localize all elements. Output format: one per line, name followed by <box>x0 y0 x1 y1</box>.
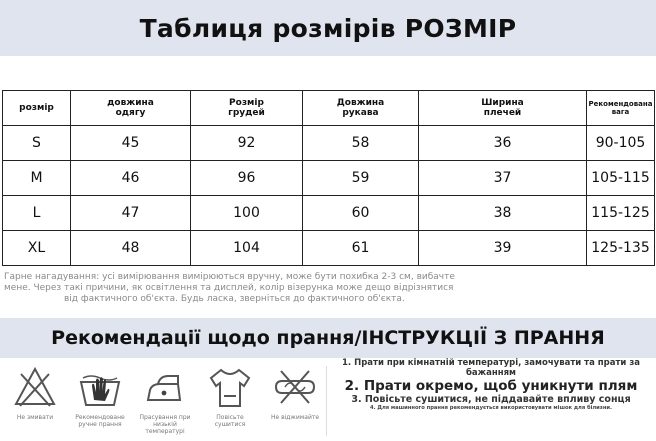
no-wring-icon <box>272 364 318 410</box>
note-line: від фактичного об'єкта. Будь ласка, зверніться до фактичного об'єкта. <box>64 294 405 304</box>
care-caption: Прасування при низькій температурі <box>139 414 191 435</box>
size-table <box>2 90 655 266</box>
table-cell: 37 <box>419 161 587 196</box>
column-header-size: розмір <box>3 91 71 126</box>
table-row <box>3 231 655 266</box>
table-cell: XL <box>3 231 71 266</box>
table-row <box>3 126 655 161</box>
wash-instructions <box>330 358 652 440</box>
table-cell: L <box>3 196 71 231</box>
table-cell: 59 <box>303 161 419 196</box>
table-cell: 96 <box>191 161 303 196</box>
care-item <box>71 360 129 440</box>
care-caption: Повісьте сушитися <box>214 414 246 428</box>
iron-icon <box>142 364 188 410</box>
table-cell: 90-105 <box>587 126 655 161</box>
table-row <box>3 161 655 196</box>
spacer <box>0 56 656 90</box>
table-cell: 100 <box>191 196 303 231</box>
table-cell: 61 <box>303 231 419 266</box>
column-header-shoulder: Ширина плечей <box>419 91 587 126</box>
care-caption: Не віджимайте <box>270 414 320 421</box>
care-item <box>136 360 194 440</box>
column-header-chest: Розмір грудей <box>191 91 303 126</box>
wash-title: Рекомендації щодо прання/ІНСТРУКЦІЇ З ПРАННЯ <box>51 327 605 349</box>
table-cell: 38 <box>419 196 587 231</box>
care-caption: Рекомендоване ручне прання <box>75 414 125 428</box>
care-item <box>6 360 64 440</box>
table-cell: 125-135 <box>587 231 655 266</box>
page-title: Таблиця розмірів РОЗМІР <box>139 13 517 43</box>
measurement-note <box>4 272 504 305</box>
instruction-3: 3. Повісьте сушитися, не піддавайте впливу сонця <box>351 394 631 405</box>
care-item <box>201 360 259 440</box>
care-icons <box>6 360 324 440</box>
table-header-row <box>3 91 655 126</box>
table-cell: 92 <box>191 126 303 161</box>
table-cell: 58 <box>303 126 419 161</box>
column-header-length: довжина одягу <box>71 91 191 126</box>
table-cell: 115-125 <box>587 196 655 231</box>
instruction-2: 2. Прати окремо, щоб уникнути плям <box>344 378 638 394</box>
no-bleach-icon <box>12 364 58 410</box>
table-cell: 46 <box>71 161 191 196</box>
care-item <box>266 360 324 440</box>
table-cell: 104 <box>191 231 303 266</box>
table-cell: 45 <box>71 126 191 161</box>
dry-flat-icon <box>207 364 253 410</box>
table-cell: S <box>3 126 71 161</box>
wash-banner <box>0 318 656 358</box>
table-cell: 60 <box>303 196 419 231</box>
column-header-sleeve: Довжина рукава <box>303 91 419 126</box>
column-header-weight: Рекомендована вага <box>587 91 655 126</box>
title-banner <box>0 0 656 56</box>
table-cell: 48 <box>71 231 191 266</box>
table-cell: 47 <box>71 196 191 231</box>
table-cell: M <box>3 161 71 196</box>
table-cell: 39 <box>419 231 587 266</box>
instruction-4: 4. Для машинного прання рекомендується використовувати мішок для білизни. <box>369 405 613 411</box>
hand-wash-icon <box>77 364 123 410</box>
table-cell: 36 <box>419 126 587 161</box>
table-cell: 105-115 <box>587 161 655 196</box>
note-line: Гарне нагадування: усі вимірювання вимірюються вручну, може бути похибка 2-3 см, вибачте <box>4 272 455 282</box>
care-caption: Не змивати <box>16 414 54 421</box>
note-line: мене. Через такі причини, як освітлення та дисплей, колір візерунка може дещо відрізнятися <box>4 283 454 293</box>
instruction-1: 1. Прати при кімнатній температурі, замочувати та прати за бажанням <box>342 358 640 378</box>
table-row <box>3 196 655 231</box>
divider <box>326 366 327 436</box>
